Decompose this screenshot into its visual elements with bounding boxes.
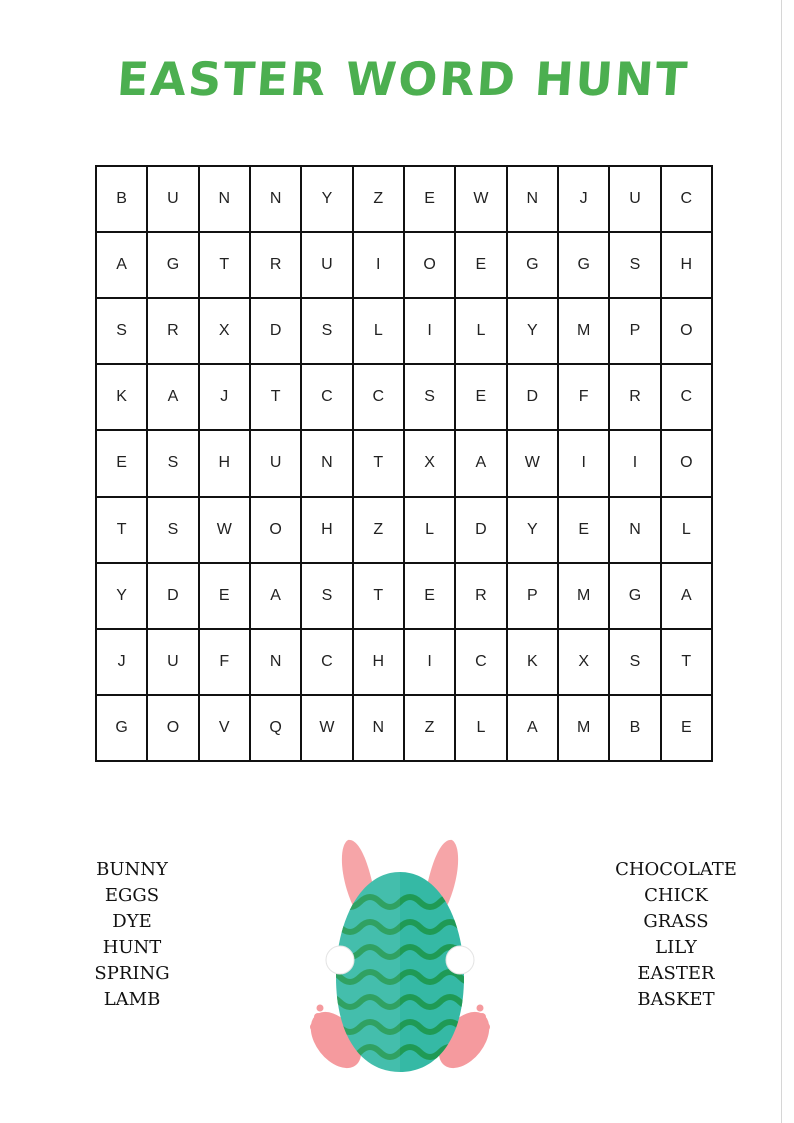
grid-cell: J [558,166,609,232]
grid-cell: H [199,430,250,496]
grid-cell: L [404,497,455,563]
grid-cell: T [250,364,301,430]
grid-cell: U [147,166,198,232]
grid-cell: B [96,166,147,232]
grid-cell: I [404,298,455,364]
grid-cell: C [301,629,352,695]
grid-cell: R [250,232,301,298]
grid-row [96,232,712,298]
grid-cell: N [353,695,404,761]
word-list-item: DYE [112,911,152,932]
word-list-item: BASKET [637,989,715,1010]
grid-cell: X [558,629,609,695]
grid-cell: O [661,298,712,364]
grid-cell: T [96,497,147,563]
grid-cell: J [199,364,250,430]
grid-cell: A [147,364,198,430]
grid-cell: R [609,364,660,430]
bunny-egg-icon [300,832,500,1082]
grid-cell: L [455,695,506,761]
word-list-item: CHOCOLATE [615,859,737,880]
grid-cell: E [455,364,506,430]
grid-cell: Y [507,298,558,364]
grid-cell: I [558,430,609,496]
grid-cell: R [455,563,506,629]
grid-cell: G [96,695,147,761]
grid-cell: G [507,232,558,298]
grid-cell: H [353,629,404,695]
grid-cell: E [96,430,147,496]
page-edge [781,0,794,1123]
grid-cell: U [250,430,301,496]
grid-cell: S [609,629,660,695]
grid-cell: J [96,629,147,695]
grid-cell: F [558,364,609,430]
grid-row [96,629,712,695]
grid-cell: R [147,298,198,364]
grid-cell: D [250,298,301,364]
grid-cell: C [301,364,352,430]
grid-row [96,166,712,232]
word-list-item: BUNNY [96,859,168,880]
word-list-item: GRASS [643,911,709,932]
grid-cell: Y [507,497,558,563]
grid-cell: F [199,629,250,695]
word-list-item: EASTER [637,963,715,984]
grid-cell: I [609,430,660,496]
word-list-item: CHICK [644,885,708,906]
grid-row [96,298,712,364]
grid-cell: G [609,563,660,629]
grid-cell: X [199,298,250,364]
grid-cell: S [301,298,352,364]
grid-cell: E [661,695,712,761]
page-title: EASTER WORD HUNT [115,52,691,106]
grid-cell: Z [353,166,404,232]
grid-cell: A [507,695,558,761]
grid-cell: Y [301,166,352,232]
grid-cell: P [507,563,558,629]
grid-cell: H [301,497,352,563]
grid-cell: E [404,563,455,629]
grid-row [96,430,712,496]
grid-cell: O [404,232,455,298]
grid-cell: W [301,695,352,761]
grid-cell: M [558,695,609,761]
grid-cell: C [661,364,712,430]
grid-cell: O [661,430,712,496]
grid-cell: K [96,364,147,430]
grid-cell: N [199,166,250,232]
grid-row [96,364,712,430]
grid-cell: D [147,563,198,629]
grid-cell: N [507,166,558,232]
grid-row [96,497,712,563]
grid-cell: N [250,166,301,232]
grid-cell: G [558,232,609,298]
grid-cell: U [147,629,198,695]
grid-cell: S [609,232,660,298]
grid-cell: C [353,364,404,430]
grid-cell: N [250,629,301,695]
grid-cell: I [353,232,404,298]
word-list-left [52,857,212,1013]
word-list-right [596,857,756,1013]
grid-cell: O [147,695,198,761]
grid-cell: X [404,430,455,496]
grid-cell: L [661,497,712,563]
word-list-item: EGGS [104,885,160,906]
grid-cell: S [301,563,352,629]
grid-cell: A [455,430,506,496]
grid-cell: U [609,166,660,232]
grid-cell: S [147,497,198,563]
grid-cell: E [455,232,506,298]
grid-cell: O [250,497,301,563]
grid-cell: Z [404,695,455,761]
grid-cell: E [558,497,609,563]
grid-cell: L [353,298,404,364]
grid-cell: E [199,563,250,629]
word-list-item: LILY [655,937,697,958]
grid-cell: I [404,629,455,695]
grid-cell: S [404,364,455,430]
grid-cell: N [609,497,660,563]
grid-cell: D [507,364,558,430]
grid-cell: A [661,563,712,629]
grid-cell: Y [96,563,147,629]
word-search-grid [95,165,713,762]
grid-cell: T [661,629,712,695]
grid-cell: W [507,430,558,496]
grid-cell: S [147,430,198,496]
grid-cell: A [250,563,301,629]
grid-cell: E [404,166,455,232]
grid-cell: W [455,166,506,232]
grid-cell: S [96,298,147,364]
grid-cell: B [609,695,660,761]
grid-cell: Q [250,695,301,761]
grid-cell: U [301,232,352,298]
grid-cell: Z [353,497,404,563]
grid-cell: M [558,563,609,629]
word-list-item: LAMB [103,989,161,1010]
grid-cell: M [558,298,609,364]
grid-cell: P [609,298,660,364]
grid-row [96,563,712,629]
grid-row [96,695,712,761]
grid-cell: K [507,629,558,695]
grid-cell: N [301,430,352,496]
grid-cell: T [353,563,404,629]
grid-cell: T [353,430,404,496]
word-list-item: HUNT [102,937,162,958]
grid-cell: C [455,629,506,695]
grid-cell: L [455,298,506,364]
grid-cell: H [661,232,712,298]
word-list-item: SPRING [94,963,170,984]
grid-cell: A [96,232,147,298]
grid-cell: V [199,695,250,761]
grid-cell: D [455,497,506,563]
grid-cell: W [199,497,250,563]
grid-cell: T [199,232,250,298]
grid-cell: C [661,166,712,232]
grid-cell: G [147,232,198,298]
